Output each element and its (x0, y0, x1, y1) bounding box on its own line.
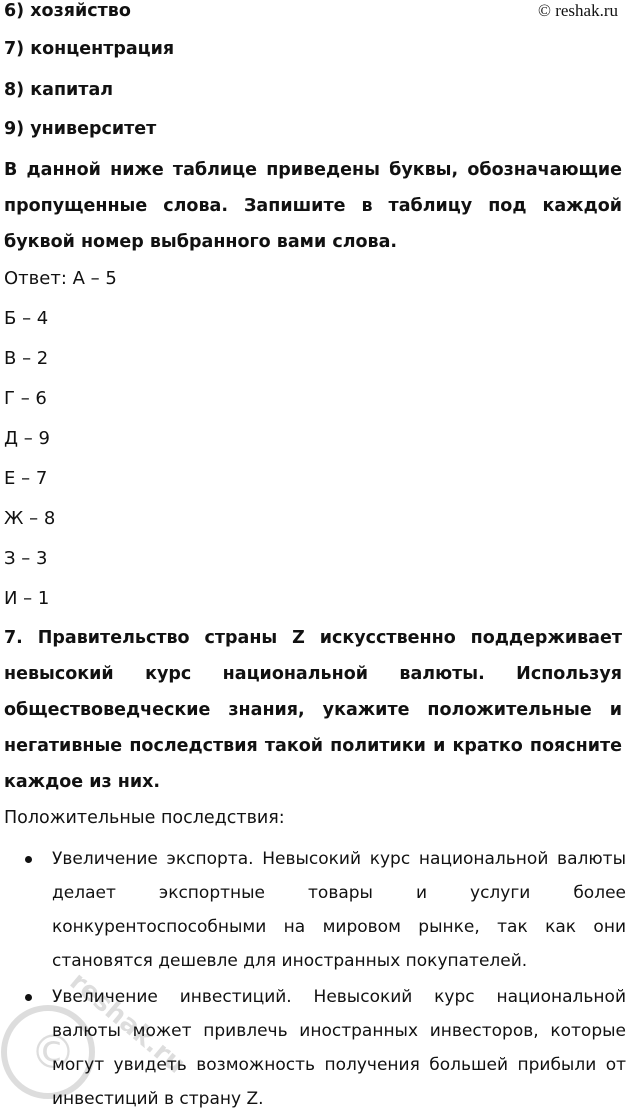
answer-line: Ж – 8 (4, 508, 56, 529)
word-option-6: 6) хозяйство (4, 1, 131, 21)
word-option-9: 9) университет (4, 119, 157, 139)
answer-line: Б – 4 (4, 308, 49, 329)
word-option-7: 7) концентрация (4, 39, 175, 59)
answer-line: В – 2 (4, 348, 49, 369)
list-item: Увеличение экспорта. Невысокий курс национальной валюты делает экспортные товары и услуги более конкурентоспособными на мировом рынке, так как они становятся дешевле для иностранных покупателей. (24, 842, 626, 978)
answer-line: Д – 9 (4, 428, 50, 449)
answer-line: И – 1 (4, 588, 50, 609)
positive-heading: Положительные последствия: (4, 808, 285, 828)
answer-line: Ответ: А – 5 (4, 268, 117, 289)
answer-line: З – 3 (4, 548, 48, 569)
answer-line: Е – 7 (4, 468, 48, 489)
positive-list (24, 842, 626, 978)
positive-list (24, 980, 626, 1116)
watermark-text: © reshak.ru (538, 1, 618, 20)
task6-instruction: В данной ниже таблице приведены буквы, обозначающие пропущенные слова. Запишите в таблицу под каждой буквой номер выбранного вами слова. (4, 160, 622, 252)
svg-text:©: © (30, 1025, 76, 1079)
svg-text:reshak.ru: reshak.ru (63, 966, 191, 1080)
answer-line: Г – 6 (4, 388, 47, 409)
task7-question: 7. Правительство страны Z искусственно поддерживает невысокий курс национальной валюты. Используя обществоведческие знания, укажите положительные и негативные последствия такой политики и кратко поясните каждое из них. (4, 628, 622, 792)
list-item: Увеличение инвестиций. Невысокий курс национальной валюты может привлечь иностранных инвесторов, которые могут увидеть возможность получения большей прибыли от инвестиций в страну Z. (24, 980, 626, 1116)
word-option-8: 8) капитал (4, 80, 114, 100)
